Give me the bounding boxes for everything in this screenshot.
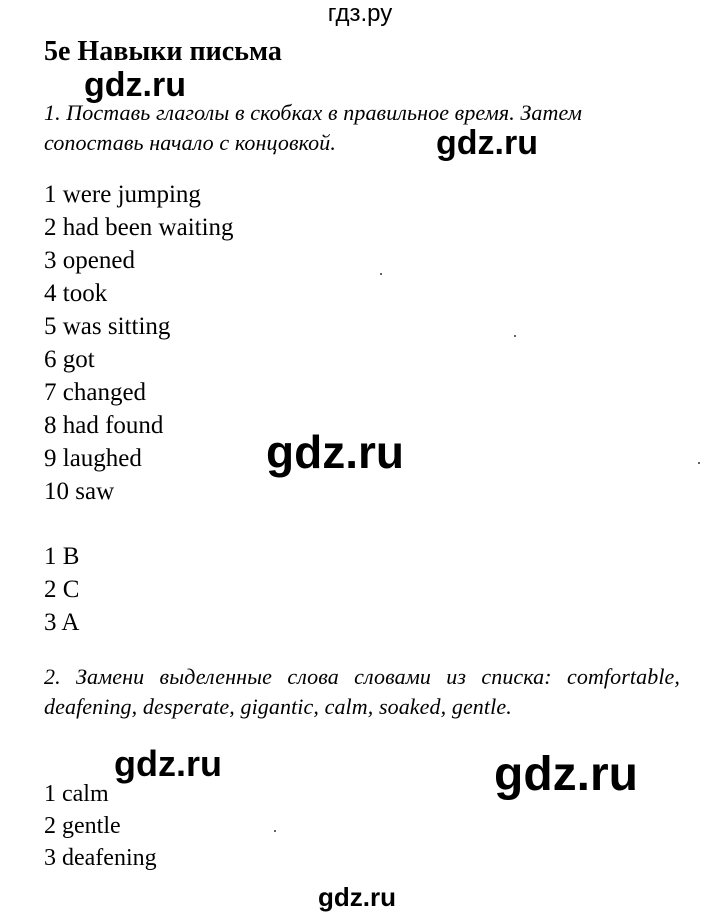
watermark: gdz.ru: [494, 748, 638, 801]
list-item: 1 calm: [44, 781, 109, 807]
list-item: 4 took: [44, 280, 108, 307]
matching-answers-list: [44, 540, 79, 639]
scan-speck: [274, 830, 276, 832]
list-item: 1 B: [44, 543, 80, 570]
watermark: gdz.ru: [318, 882, 396, 912]
task-1-instruction: 1. Поставь глаголы в скобках в правильное время. Затем сопоставь начало с концовкой.: [44, 100, 582, 155]
watermark: gdz.ru: [266, 426, 404, 478]
watermark: gdz.ru: [436, 124, 538, 162]
list-item: 3 A: [44, 609, 80, 636]
list-item: 2 C: [44, 576, 80, 603]
watermark: gdz.ru: [84, 66, 186, 104]
list-item: 9 laughed: [44, 445, 142, 472]
list-item: 6 got: [44, 346, 95, 373]
list-item: 3 deafening: [44, 845, 157, 871]
list-item: 5 was sitting: [44, 313, 171, 340]
watermark: gdz.ru: [114, 743, 222, 784]
scan-speck: [514, 335, 516, 337]
list-item: 10 saw: [44, 478, 115, 505]
task-2-instruction: 2. Замени выделенные слова словами из списка: comfortable, deafening, desperate, gigantic, calm, soaked, gentle.: [44, 664, 680, 719]
scan-speck: [380, 273, 382, 275]
list-item: 2 gentle: [44, 813, 121, 839]
list-item: 2 had been waiting: [44, 214, 234, 241]
word-answers-list: [44, 778, 157, 874]
list-item: 8 had found: [44, 412, 164, 439]
list-item: 1 were jumping: [44, 181, 201, 208]
verb-answers-list: [44, 178, 234, 508]
list-item: 3 opened: [44, 247, 135, 274]
site-header: гдз.ру: [327, 0, 393, 27]
list-item: 7 changed: [44, 379, 147, 406]
scan-speck: [698, 462, 700, 464]
section-title: 5e Навыки письма: [44, 36, 282, 67]
